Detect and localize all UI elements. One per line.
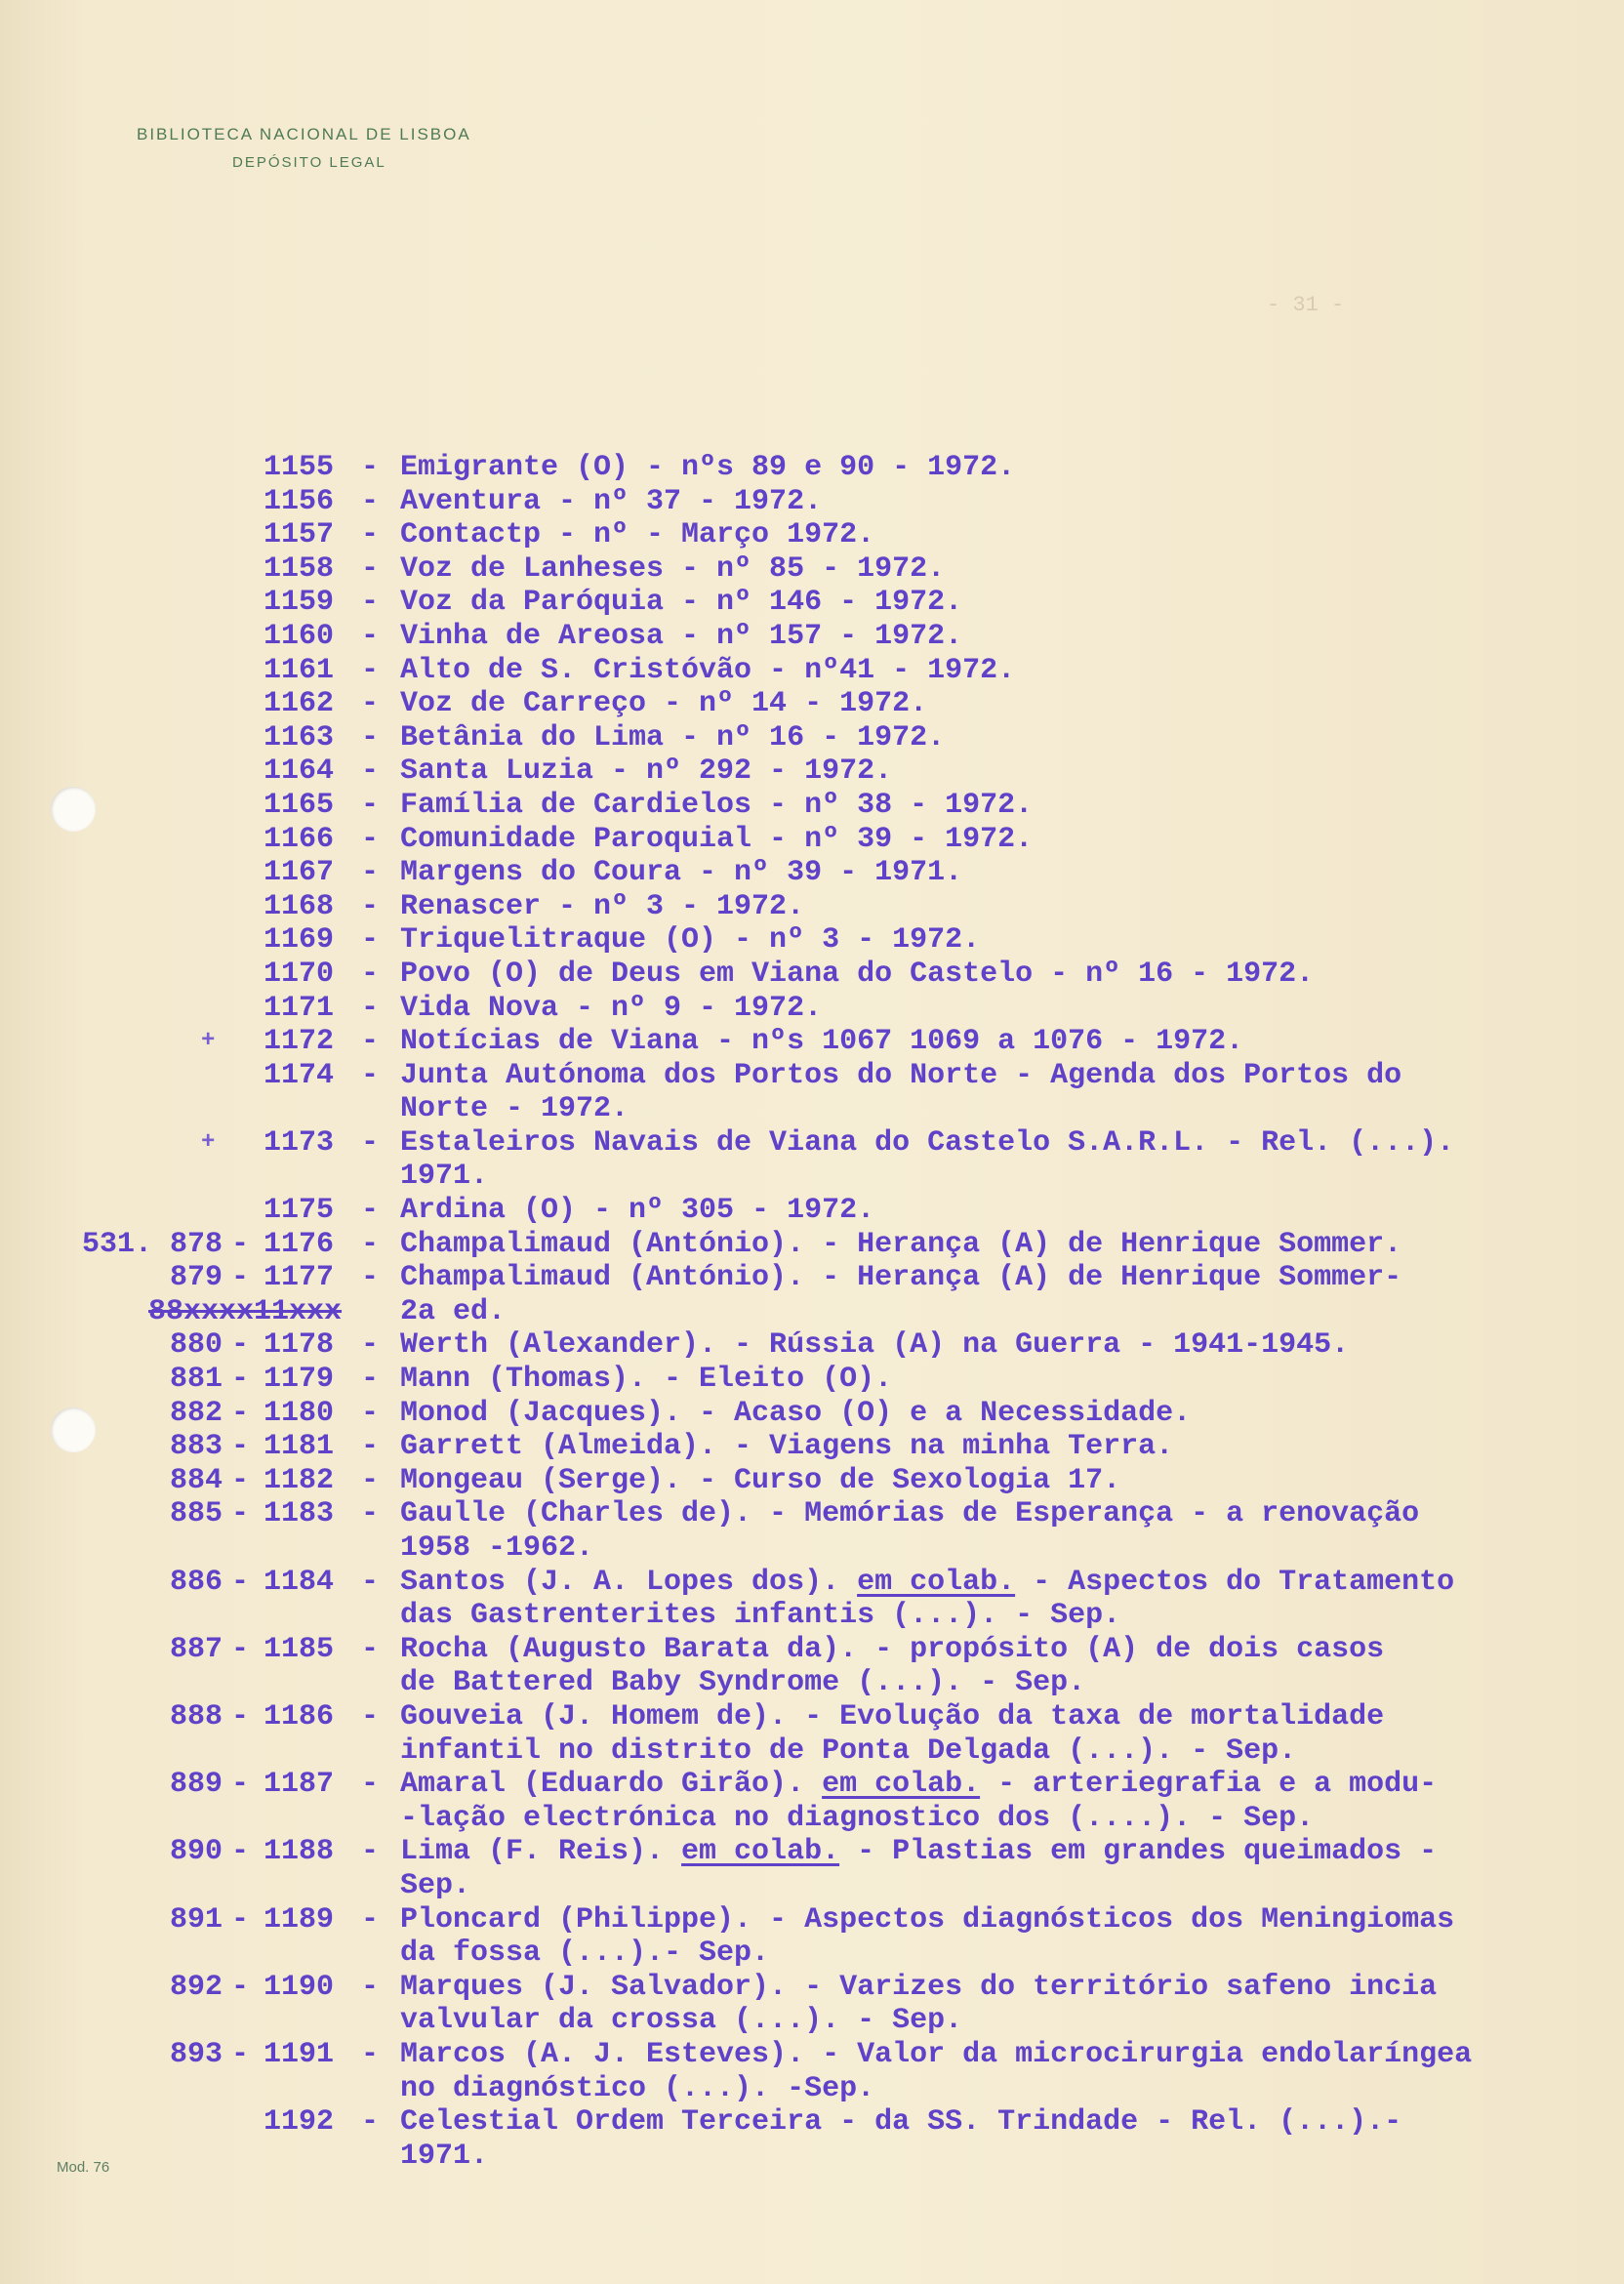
entry-text: Triquelitraque (O) - nº 3 - 1972. bbox=[400, 923, 981, 958]
entry-number: 1177 bbox=[264, 1261, 335, 1295]
entry-number: 1176 bbox=[264, 1227, 335, 1261]
entry-text: Celestial Ordem Terceira - da SS. Trindade - Rel. (...).- bbox=[400, 2105, 1402, 2140]
entry-text: Santa Luzia - nº 292 - 1972. bbox=[400, 755, 893, 789]
old-number: 883 bbox=[169, 1430, 223, 1464]
list-item bbox=[0, 2072, 1624, 2106]
entry-text: das Gastrenterites infantis (...). - Sep. bbox=[400, 1599, 1121, 1633]
entry-text: Champalimaud (António). - Herança (A) de Henrique Sommer- bbox=[400, 1261, 1402, 1295]
separator: - bbox=[361, 1194, 380, 1228]
entry-text: Voz da Paróquia - nº 146 - 1972. bbox=[400, 586, 963, 620]
separator: - bbox=[361, 720, 380, 755]
list-item bbox=[0, 992, 1624, 1026]
entry-text: infantil no distrito de Ponta Delgada (...). - Sep. bbox=[400, 1733, 1297, 1768]
separator: - bbox=[361, 991, 380, 1025]
entry-mark: + bbox=[201, 1128, 216, 1156]
list-item bbox=[0, 1531, 1624, 1566]
list-item bbox=[0, 2038, 1624, 2072]
entry-text: Emigrante (O) - nºs 89 e 90 - 1972. bbox=[400, 451, 1016, 484]
list-item bbox=[0, 1903, 1624, 1937]
list-item bbox=[0, 856, 1624, 890]
entry-text: Champalimaud (António). - Herança (A) de Henrique Sommer. bbox=[400, 1227, 1402, 1261]
list-item bbox=[0, 923, 1624, 958]
separator: - bbox=[231, 1430, 250, 1464]
list-item bbox=[0, 789, 1624, 823]
separator: - bbox=[361, 1025, 380, 1059]
old-number: 885 bbox=[169, 1497, 223, 1531]
separator: - bbox=[361, 1565, 380, 1599]
entry-number: 1175 bbox=[264, 1194, 335, 1228]
entry-number: 1163 bbox=[264, 720, 335, 755]
separator: - bbox=[361, 957, 380, 991]
entry-number: 1168 bbox=[264, 889, 335, 923]
separator: - bbox=[361, 1835, 380, 1869]
list-item bbox=[0, 451, 1624, 485]
entry-text: Santos (J. A. Lopes dos). em colab. - Aspectos do Tratamento bbox=[400, 1565, 1455, 1599]
entry-text: 1971. bbox=[400, 1160, 489, 1194]
separator: - bbox=[361, 2105, 380, 2140]
separator: - bbox=[361, 856, 380, 890]
entry-number: 1155 bbox=[264, 451, 335, 484]
old-number: 893 bbox=[169, 2037, 223, 2071]
separator: - bbox=[361, 1699, 380, 1733]
separator: - bbox=[361, 551, 380, 586]
list-item bbox=[0, 654, 1624, 688]
old-number: 879 bbox=[169, 1261, 223, 1295]
list-item bbox=[0, 1025, 1624, 1059]
list-item bbox=[0, 1599, 1624, 1633]
separator: - bbox=[361, 923, 380, 958]
entry-text: Marques (J. Salvador). - Varizes do território safeno incia bbox=[400, 1970, 1438, 2004]
separator: - bbox=[361, 1463, 380, 1497]
list-item bbox=[0, 1566, 1624, 1600]
entry-text: 1958 -1962. bbox=[400, 1531, 594, 1565]
entry-text: Lima (F. Reis). em colab. - Plastias em grandes queimados - bbox=[400, 1835, 1438, 1869]
letterhead bbox=[137, 125, 471, 171]
list-item bbox=[0, 1397, 1624, 1431]
separator: - bbox=[231, 1699, 250, 1733]
list-item bbox=[0, 1666, 1624, 1700]
struck-text: 88xxxx11xxx bbox=[148, 1294, 343, 1328]
separator: - bbox=[231, 1497, 250, 1531]
entry-text: Voz de Carreço - nº 14 - 1972. bbox=[400, 687, 928, 721]
separator: - bbox=[361, 822, 380, 856]
old-number: 888 bbox=[169, 1699, 223, 1733]
entry-number: 1180 bbox=[264, 1396, 335, 1430]
entry-text: no diagnóstico (...). -Sep. bbox=[400, 2071, 875, 2105]
entry-text: Amaral (Eduardo Girão). em colab. - arteriegrafia e a modu- bbox=[400, 1768, 1438, 1802]
separator: - bbox=[231, 1328, 250, 1363]
separator: - bbox=[231, 1261, 250, 1295]
separator: - bbox=[231, 1902, 250, 1937]
entry-text: Contactp - nº - Março 1972. bbox=[400, 518, 875, 552]
separator: - bbox=[231, 1632, 250, 1666]
old-number: 891 bbox=[169, 1902, 223, 1937]
list-item bbox=[0, 687, 1624, 721]
form-model-label: Mod. 76 bbox=[57, 2159, 110, 2176]
entry-number: 1161 bbox=[264, 653, 335, 687]
old-number: 886 bbox=[169, 1565, 223, 1599]
separator: - bbox=[361, 1396, 380, 1430]
entry-text: Povo (O) de Deus em Viana do Castelo - nº 16 - 1972. bbox=[400, 957, 1315, 991]
separator: - bbox=[361, 1768, 380, 1802]
list-item bbox=[0, 1971, 1624, 2005]
list-item bbox=[0, 1295, 1624, 1329]
list-item bbox=[0, 1261, 1624, 1295]
list-item bbox=[0, 2004, 1624, 2038]
entry-list bbox=[0, 451, 1624, 2173]
entry-text: Garrett (Almeida). - Viagens na minha Terra. bbox=[400, 1430, 1174, 1464]
list-item bbox=[0, 1059, 1624, 1093]
institution-name: BIBLIOTECA NACIONAL DE LISBOA bbox=[137, 125, 471, 143]
list-item bbox=[0, 2105, 1624, 2140]
entry-text: Monod (Jacques). - Acaso (O) e a Necessidade. bbox=[400, 1396, 1192, 1430]
entry-text: Sep. bbox=[400, 1868, 471, 1902]
entry-number: 1158 bbox=[264, 551, 335, 586]
old-number: 882 bbox=[169, 1396, 223, 1430]
entry-text: Betânia do Lima - nº 16 - 1972. bbox=[400, 720, 946, 755]
separator: - bbox=[361, 586, 380, 620]
list-item bbox=[0, 1363, 1624, 1397]
separator: - bbox=[231, 1363, 250, 1397]
entry-number: 1171 bbox=[264, 991, 335, 1025]
old-number: 531. 878 bbox=[81, 1227, 223, 1261]
separator: - bbox=[361, 788, 380, 822]
entry-text: Vinha de Areosa - nº 157 - 1972. bbox=[400, 619, 963, 653]
entry-text: Gaulle (Charles de). - Memórias de Esperança - a renovação bbox=[400, 1497, 1420, 1531]
entry-text: Alto de S. Cristóvão - nº41 - 1972. bbox=[400, 653, 1016, 687]
list-item bbox=[0, 1126, 1624, 1161]
entry-text: Margens do Coura - nº 39 - 1971. bbox=[400, 856, 963, 890]
entry-number: 1170 bbox=[264, 957, 335, 991]
entry-text: -lação electrónica no diagnostico dos (....). - Sep. bbox=[400, 1801, 1315, 1835]
list-item bbox=[0, 1734, 1624, 1769]
entry-number: 1181 bbox=[264, 1430, 335, 1464]
list-item bbox=[0, 1835, 1624, 1869]
entry-text: Rocha (Augusto Barata da). - propósito (A) de dois casos bbox=[400, 1632, 1385, 1666]
entry-number: 1187 bbox=[264, 1768, 335, 1802]
entry-text: 2a ed. bbox=[400, 1294, 507, 1328]
separator: - bbox=[361, 1125, 380, 1160]
separator: - bbox=[361, 1058, 380, 1092]
list-item bbox=[0, 1768, 1624, 1802]
list-item bbox=[0, 518, 1624, 552]
old-number: 892 bbox=[169, 1970, 223, 2004]
entry-text: Marcos (A. J. Esteves). - Valor da microcirurgia endolaríngea bbox=[400, 2037, 1473, 2071]
entry-number: 1156 bbox=[264, 484, 335, 518]
entry-number: 1164 bbox=[264, 755, 335, 789]
entry-text: de Battered Baby Syndrome (...). - Sep. bbox=[400, 1666, 1086, 1700]
separator: - bbox=[361, 1430, 380, 1464]
separator: - bbox=[231, 1768, 250, 1802]
list-item bbox=[0, 1497, 1624, 1531]
list-item bbox=[0, 1633, 1624, 1667]
underlined-text: em colab. bbox=[857, 1565, 1016, 1599]
entry-number: 1190 bbox=[264, 1970, 335, 2004]
entry-number: 1192 bbox=[264, 2105, 335, 2140]
entry-text: Notícias de Viana - nºs 1067 1069 a 1076 - 1972. bbox=[400, 1025, 1244, 1059]
list-item bbox=[0, 1700, 1624, 1734]
list-item bbox=[0, 586, 1624, 620]
separator: - bbox=[361, 1497, 380, 1531]
list-item bbox=[0, 721, 1624, 755]
separator: - bbox=[231, 1970, 250, 2004]
list-item bbox=[0, 1869, 1624, 1903]
entry-number: 1178 bbox=[264, 1328, 335, 1363]
entry-text: Estaleiros Navais de Viana do Castelo S.A.R.L. - Rel. (...). bbox=[400, 1125, 1455, 1160]
faint-page-number: - 31 - bbox=[1267, 293, 1345, 317]
entry-text: 1971. bbox=[400, 2139, 489, 2173]
separator: - bbox=[231, 1835, 250, 1869]
underlined-text: em colab. bbox=[822, 1768, 981, 1802]
underlined-text: em colab. bbox=[681, 1835, 840, 1869]
old-number: 890 bbox=[169, 1835, 223, 1869]
separator: - bbox=[361, 518, 380, 552]
old-number: 889 bbox=[169, 1768, 223, 1802]
separator: - bbox=[361, 687, 380, 721]
entry-text: Gouveia (J. Homem de). - Evolução da taxa de mortalidade bbox=[400, 1699, 1385, 1733]
entry-text: valvular da crossa (...). - Sep. bbox=[400, 2004, 963, 2038]
list-item bbox=[0, 1937, 1624, 1971]
entry-text: Mann (Thomas). - Eleito (O). bbox=[400, 1363, 893, 1397]
separator: - bbox=[361, 653, 380, 687]
list-item bbox=[0, 890, 1624, 924]
list-item bbox=[0, 485, 1624, 519]
list-item bbox=[0, 620, 1624, 654]
separator: - bbox=[361, 1970, 380, 2004]
list-item bbox=[0, 755, 1624, 789]
entry-number: 1162 bbox=[264, 687, 335, 721]
list-item bbox=[0, 1802, 1624, 1836]
separator: - bbox=[361, 755, 380, 789]
separator: - bbox=[361, 484, 380, 518]
entry-text: da fossa (...).- Sep. bbox=[400, 1937, 770, 1971]
entry-text: Família de Cardielos - nº 38 - 1972. bbox=[400, 788, 1034, 822]
separator: - bbox=[361, 1261, 380, 1295]
entry-text: Ploncard (Philippe). - Aspectos diagnósticos dos Meningiomas bbox=[400, 1902, 1455, 1937]
old-number: 881 bbox=[169, 1363, 223, 1397]
entry-number: 1186 bbox=[264, 1699, 335, 1733]
entry-text: Voz de Lanheses - nº 85 - 1972. bbox=[400, 551, 946, 586]
entry-number: 1189 bbox=[264, 1902, 335, 1937]
entry-text: Comunidade Paroquial - nº 39 - 1972. bbox=[400, 822, 1034, 856]
entry-number: 1184 bbox=[264, 1565, 335, 1599]
list-item bbox=[0, 1092, 1624, 1126]
entry-number: 1191 bbox=[264, 2037, 335, 2071]
list-item bbox=[0, 1328, 1624, 1363]
entry-text: Ardina (O) - nº 305 - 1972. bbox=[400, 1194, 875, 1228]
separator: - bbox=[231, 1463, 250, 1497]
list-item bbox=[0, 1430, 1624, 1464]
separator: - bbox=[361, 889, 380, 923]
entry-text: Renascer - nº 3 - 1972. bbox=[400, 889, 805, 923]
entry-text: Norte - 1972. bbox=[400, 1092, 629, 1126]
separator: - bbox=[361, 1328, 380, 1363]
old-number: 880 bbox=[169, 1328, 223, 1363]
entry-number: 1174 bbox=[264, 1058, 335, 1092]
entry-number: 1169 bbox=[264, 923, 335, 958]
entry-number: 1185 bbox=[264, 1632, 335, 1666]
list-item bbox=[0, 958, 1624, 992]
list-item bbox=[0, 1228, 1624, 1262]
entry-number: 1159 bbox=[264, 586, 335, 620]
entry-number: 1172 bbox=[264, 1025, 335, 1059]
entry-number: 1188 bbox=[264, 1835, 335, 1869]
entry-text: Aventura - nº 37 - 1972. bbox=[400, 484, 823, 518]
separator: - bbox=[231, 1227, 250, 1261]
list-item bbox=[0, 2140, 1624, 2174]
separator: - bbox=[361, 1632, 380, 1666]
separator: - bbox=[231, 2037, 250, 2071]
entry-text: Vida Nova - nº 9 - 1972. bbox=[400, 991, 823, 1025]
entry-text: Mongeau (Serge). - Curso de Sexologia 17. bbox=[400, 1463, 1121, 1497]
list-item bbox=[0, 1464, 1624, 1498]
list-item bbox=[0, 552, 1624, 587]
entry-number: 1160 bbox=[264, 619, 335, 653]
list-item bbox=[0, 1160, 1624, 1194]
entry-mark: + bbox=[201, 1028, 216, 1055]
entry-number: 1167 bbox=[264, 856, 335, 890]
separator: - bbox=[361, 2037, 380, 2071]
separator: - bbox=[231, 1396, 250, 1430]
separator: - bbox=[361, 619, 380, 653]
old-number: 887 bbox=[169, 1632, 223, 1666]
entry-number: 1182 bbox=[264, 1463, 335, 1497]
separator: - bbox=[231, 1565, 250, 1599]
separator: - bbox=[361, 1363, 380, 1397]
entry-number: 1165 bbox=[264, 788, 335, 822]
entry-number: 1157 bbox=[264, 518, 335, 552]
list-item bbox=[0, 1194, 1624, 1228]
separator: - bbox=[361, 451, 380, 484]
list-item bbox=[0, 823, 1624, 857]
separator: - bbox=[361, 1902, 380, 1937]
entry-text: Werth (Alexander). - Rússia (A) na Guerra - 1941-1945. bbox=[400, 1328, 1350, 1363]
entry-number: 1183 bbox=[264, 1497, 335, 1531]
department-name: DEPÓSITO LEGAL bbox=[232, 154, 386, 171]
entry-number: 1166 bbox=[264, 822, 335, 856]
entry-text: Junta Autónoma dos Portos do Norte - Agenda dos Portos do bbox=[400, 1058, 1402, 1092]
entry-number: 1179 bbox=[264, 1363, 335, 1397]
old-number: 884 bbox=[169, 1463, 223, 1497]
entry-number: 1173 bbox=[264, 1125, 335, 1160]
separator: - bbox=[361, 1227, 380, 1261]
